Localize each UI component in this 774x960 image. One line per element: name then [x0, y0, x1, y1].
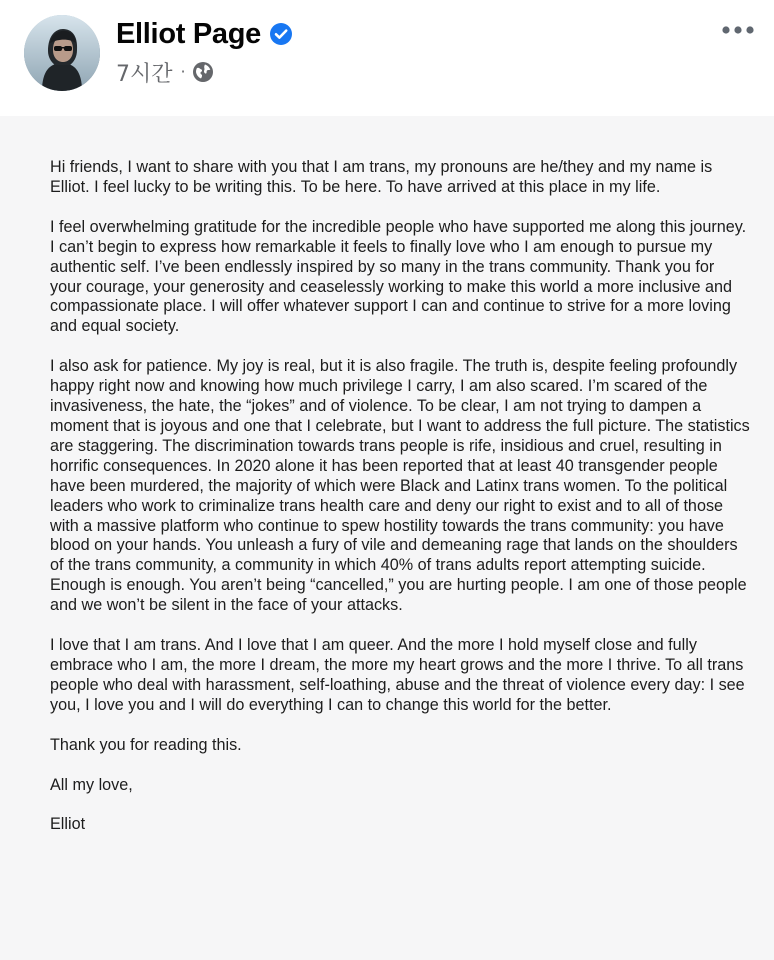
- post-header: [0, 0, 774, 110]
- post-meta: [116, 58, 214, 86]
- post-timestamp[interactable]: 7시간: [116, 61, 173, 87]
- author-name[interactable]: Elliot Page: [116, 18, 261, 50]
- avatar[interactable]: [24, 15, 100, 91]
- post-closing-line: Thank you for reading this.: [50, 735, 242, 754]
- post-content-image: [0, 116, 774, 960]
- post-paragraph: I also ask for patience. My joy is real, but it is also fragile. The truth is, despite feeling profoundly happy right now and knowing how much privilege I carry, I am also scared. I’m scared of the invasiveness, the hate, the “jokes” and of violence. To be clear, I am not trying to dampen a moment that is joyous and one that I celebrate, but I want to address the full picture. The statistics are staggering. The discrimination towards trans people is rife, insidious and cruel, resulting in horrific consequences. In 2020 alone it has been reported that at least 40 transgender people have been murdered, the majority of which were Black and Latinx trans women. To the political leaders who work to criminalize trans health care and deny our right to exist and to all of those with a massive platform who continue to spew hostility towards the trans community: you have blood on your hands. You unleash a fury of vile and demeaning rage that lands on the shoulders of the trans community, a community in which 40% of trans adults report attempting suicide. Enough is enough. You aren’t being “cancelled,” you are hurting people. I am one of those people and we won’t be silent in the face of your attacks.: [50, 357, 750, 615]
- post-sign-off: All my love,: [50, 775, 133, 794]
- post-paragraph: I love that I am trans. And I love that I am queer. And the more I hold myself close and fully embrace who I am, the more I dream, the more my heart grows and the more I thrive. To all trans people who deal with harassment, self-loathing, abuse and the threat of violence every day: I see you, I love you and I will do everything I can to change this world for the better.: [50, 636, 745, 714]
- verified-badge-icon: [269, 22, 293, 46]
- author-row: [116, 14, 293, 54]
- post-text: [50, 158, 750, 855]
- post-paragraph: Hi friends, I want to share with you that I am trans, my pronouns are he/they and my name is Elliot. I feel lucky to be writing this. To be here. To have arrived at this place in my life.: [50, 158, 713, 196]
- globe-icon[interactable]: [192, 61, 214, 83]
- more-options-icon: [721, 25, 755, 35]
- more-options-button[interactable]: [720, 16, 756, 44]
- post-paragraph: I feel overwhelming gratitude for the incredible people who have supported me along this journey. I can’t begin to express how remarkable it feels to finally love who I am enough to pursue my authentic self. I’ve been endlessly inspired by so many in the trans community. Thank you for your courage, your generosity and ceaselessly working to make this world a more inclusive and compassionate place. I will offer whatever support I can and continue to strive for a more loving and equal society.: [50, 217, 747, 336]
- post-signature: Elliot: [50, 815, 86, 834]
- meta-separator: ·: [180, 62, 186, 81]
